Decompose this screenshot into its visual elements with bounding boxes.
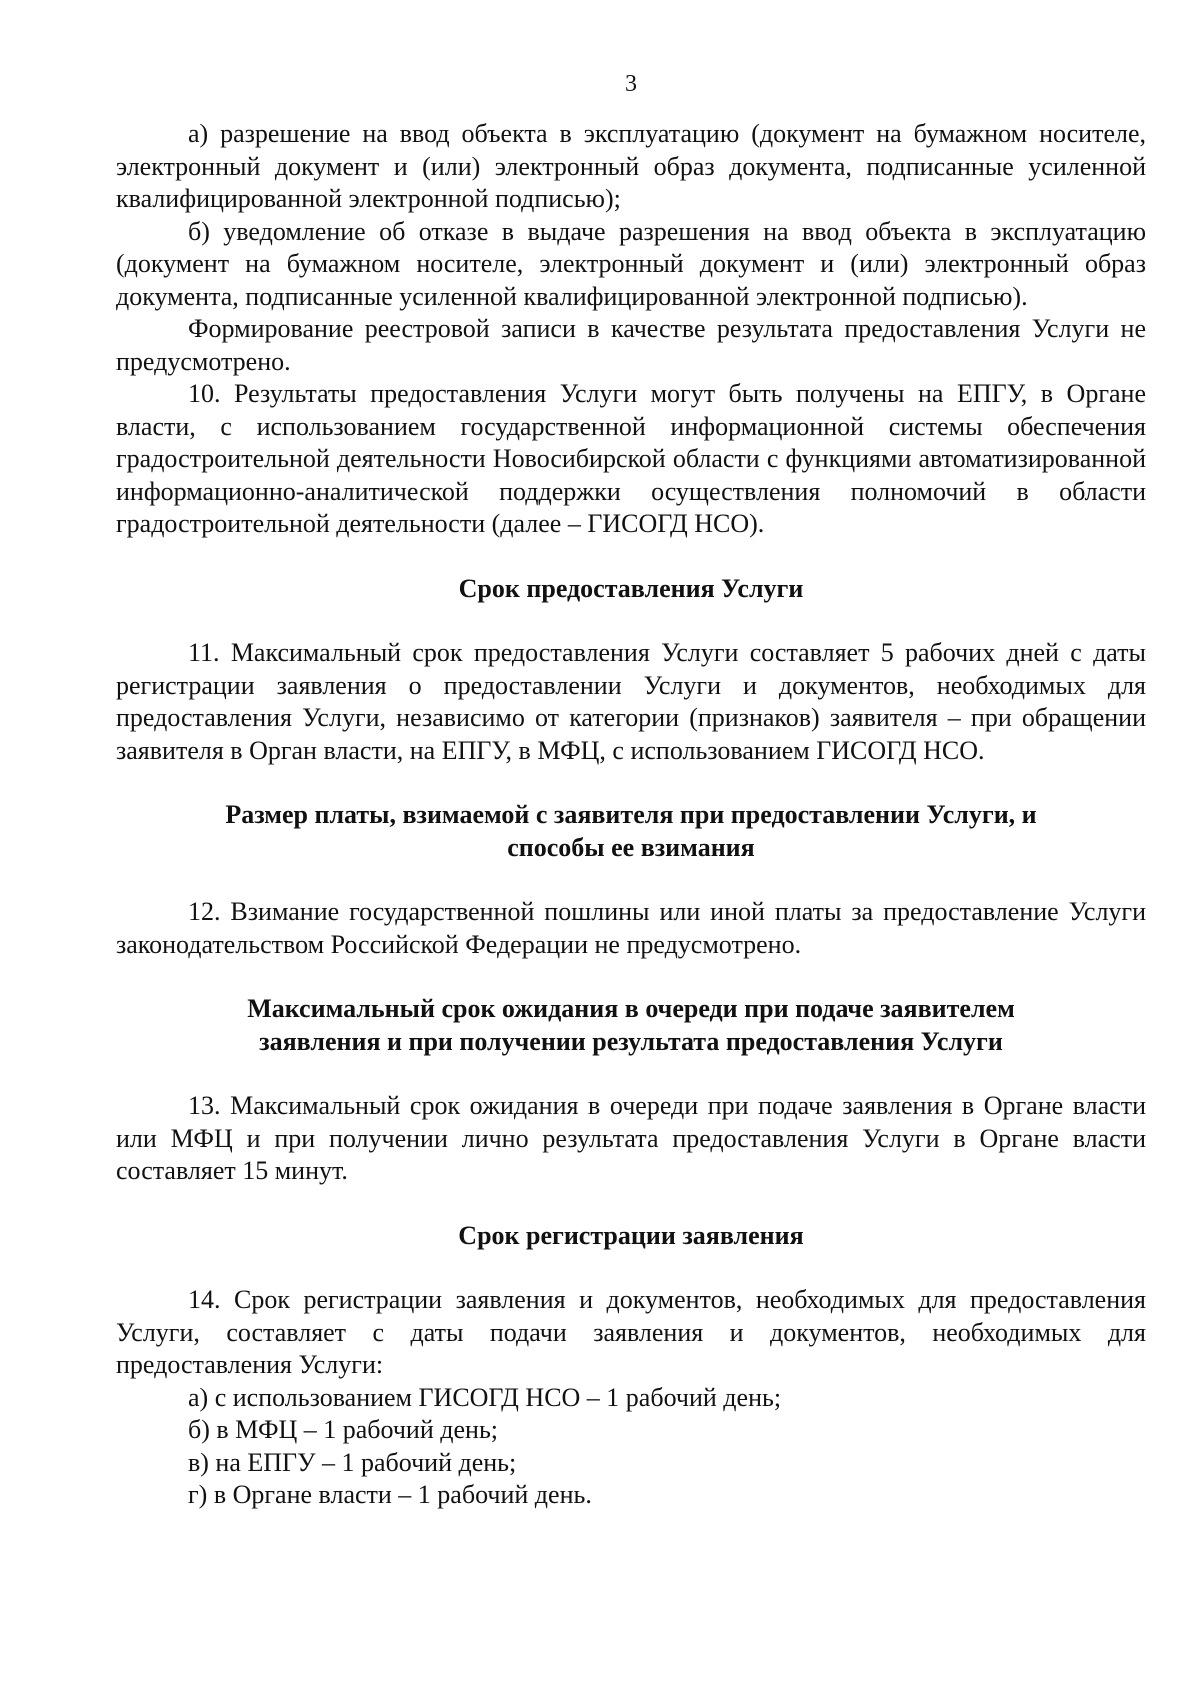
paragraph-11: 11. Максимальный срок предоставления Услуги составляет 5 рабочих дней с даты регистрации заявления о предоставлении Услуги и документов, необходимых для предоставления Услуги, независимо от категории (признаков) заявителя – при обращении заявителя в Орган власти, на ЕПГУ, в МФЦ, с использованием ГИСОГД НСО. (116, 638, 1146, 765)
document-page (116, 72, 1146, 1512)
heading-registration-term: Срок регистрации заявления (458, 1220, 804, 1250)
paragraph-item-b: б) уведомление об отказе в выдаче разрешения на ввод объекта в эксплуатацию (документ на бумажном носителе, электронный документ и (или) электронный образ документа, подписанные усиленной квалифицированной электронной подписью). (116, 216, 1146, 311)
list-item-gisogd: а) с использованием ГИСОГД НСО – 1 рабочий день; (188, 1382, 782, 1412)
paragraph-10: 10. Результаты предоставления Услуги могут быть получены на ЕПГУ, в Органе власти, с использованием государственной информационной системы обеспечения градостроительной деятельности Новосибирской области с функциями автоматизированной информационно-аналитической поддержки осуществления полномочий в области градостроительной деятельности (далее – ГИСОГД НСО). (116, 379, 1146, 538)
heading-fee (116, 799, 1146, 864)
paragraph-13: 13. Максимальный срок ожидания в очереди при подаче заявления в Органе власти или МФЦ и при получении лично результата предоставления Услуги в Органе власти составляет 15 минут. (116, 1091, 1146, 1185)
list-item-mfc: б) в МФЦ – 1 рабочий день; (188, 1415, 499, 1444)
paragraph-item-a: а) разрешение на ввод объекта в эксплуатацию (документ на бумажном носителе, электронный документ и (или) электронный образ документа, подписанные усиленной квалифицированной электронной подписью); (116, 119, 1146, 213)
paragraph-14: 14. Срок регистрации заявления и документов, необходимых для предоставления Услуги, составляет с даты подачи заявления и документов, необходимых для предоставления Услуги: (116, 1285, 1146, 1379)
heading-fee-line-1: Размер платы, взимаемой с заявителя при предоставлении Услуги, и (225, 800, 1037, 829)
page-number: 3 (625, 71, 637, 97)
heading-service-term: Срок предоставления Услуги (458, 573, 804, 603)
heading-queue (116, 993, 1146, 1058)
paragraph-registry-note: Формирование реестровой записи в качестве результата предоставления Услуги не предусмотрено. (116, 314, 1146, 376)
paragraph-12: 12. Взимание государственной пошлины или иной платы за предоставление Услуги законодательством Российской Федерации не предусмотрено. (116, 897, 1146, 959)
heading-queue-line-2: заявления и при получении результата предоставления Услуги (259, 1026, 1003, 1056)
heading-queue-line-1: Максимальный срок ожидания в очереди при подаче заявителем (247, 994, 1015, 1023)
heading-fee-line-2: способы ее взимания (507, 832, 755, 862)
list-item-epgu: в) на ЕПГУ – 1 рабочий день; (188, 1447, 517, 1477)
list-item-authority: г) в Органе власти – 1 рабочий день. (188, 1480, 592, 1509)
